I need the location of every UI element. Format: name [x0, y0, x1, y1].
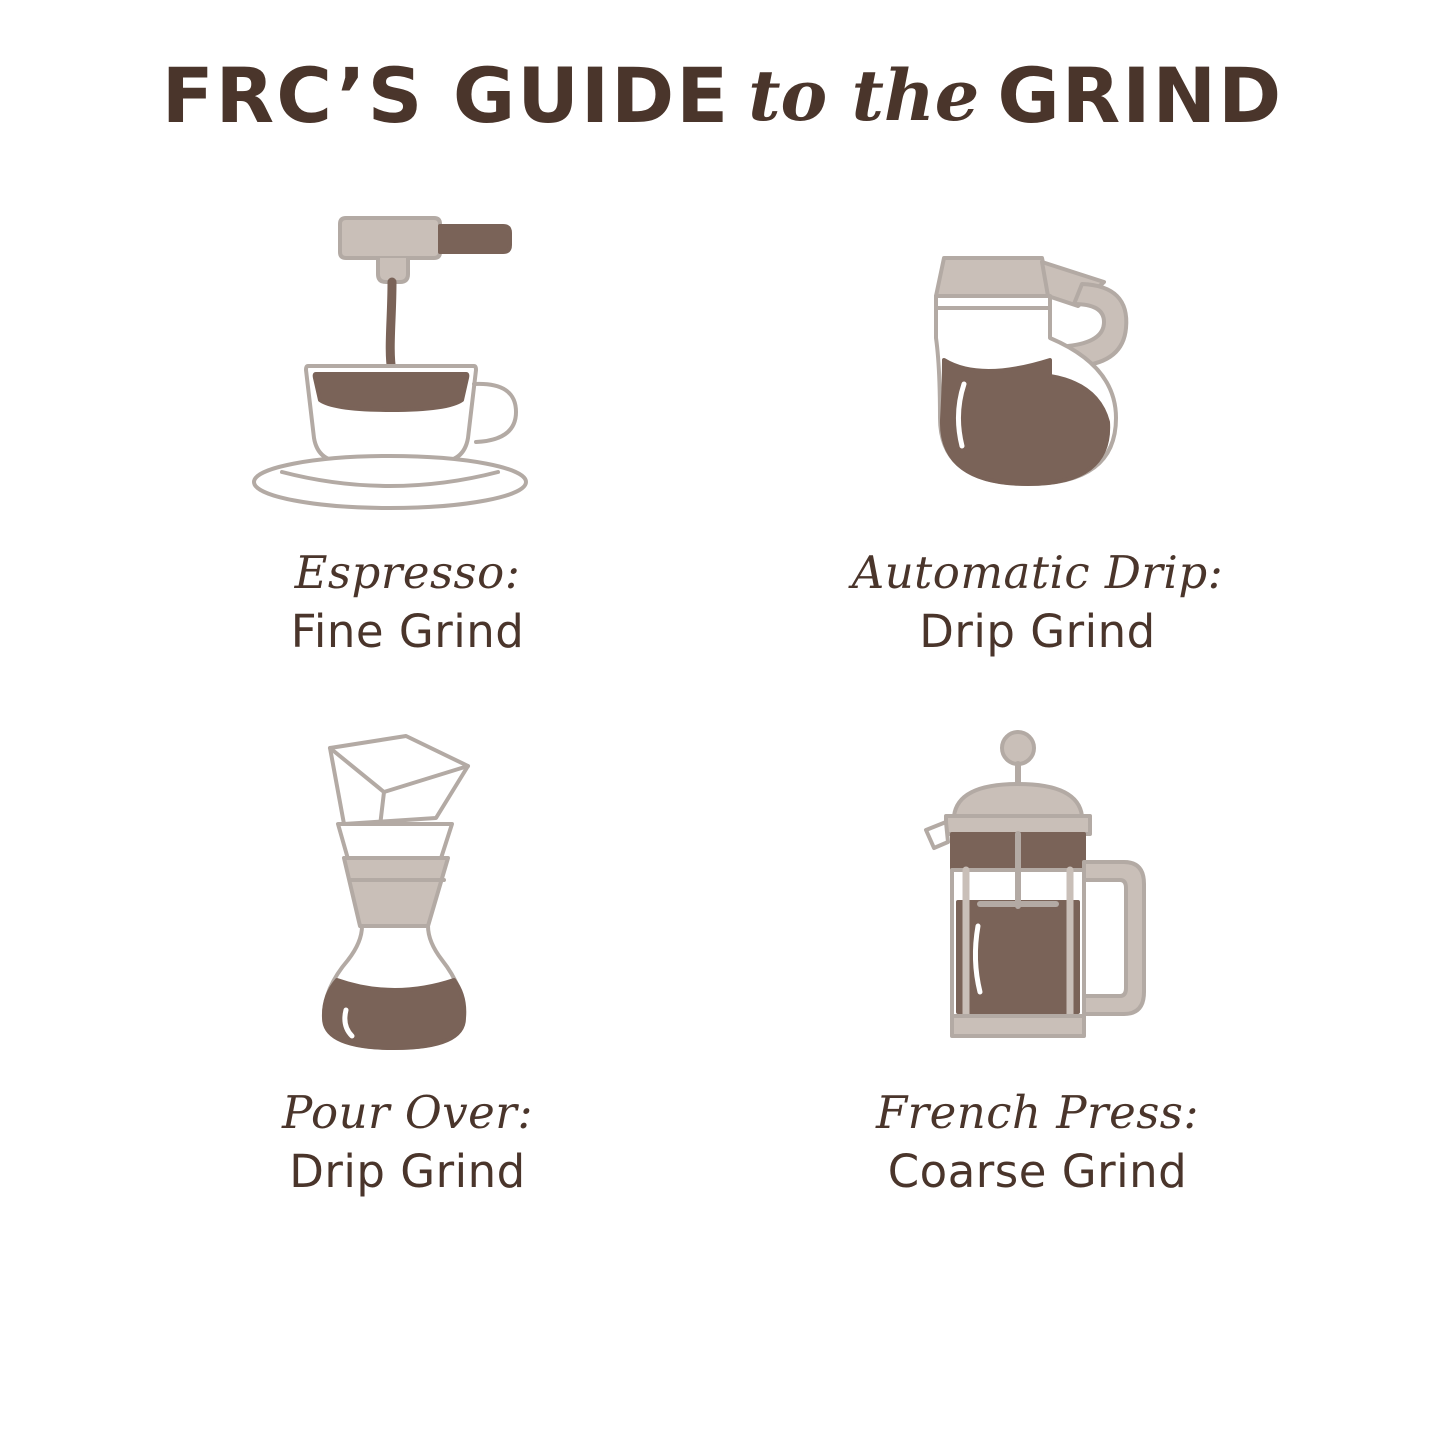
page-title-part-3: GRIND — [997, 51, 1284, 140]
grind-guide-grid — [103, 190, 1343, 1270]
item-name: French Press: — [875, 1086, 1200, 1139]
page-title-part-2: to the — [748, 54, 980, 137]
espresso-machine-icon — [238, 190, 578, 520]
item-grind: Drip Grind — [289, 1145, 526, 1199]
french-press-icon — [868, 730, 1208, 1060]
automatic-drip-carafe-icon — [868, 190, 1208, 520]
caption-french-press — [876, 1086, 1199, 1198]
item-name: Pour Over: — [282, 1086, 533, 1139]
pour-over-chemex-icon — [238, 730, 578, 1060]
grid-cell-french-press — [733, 730, 1343, 1270]
item-grind: Fine Grind — [290, 605, 525, 659]
item-name: Espresso: — [294, 546, 521, 599]
caption-espresso — [291, 546, 525, 658]
caption-pour-over — [282, 1086, 533, 1198]
item-grind: Coarse Grind — [887, 1145, 1188, 1199]
page-title — [162, 48, 1283, 144]
page-title-part-1: FRC’S GUIDE — [161, 51, 731, 140]
grid-cell-pour-over — [103, 730, 713, 1270]
item-name: Automatic Drip: — [851, 546, 1224, 599]
grid-cell-automatic-drip — [733, 190, 1343, 730]
grid-cell-espresso — [103, 190, 713, 730]
item-grind: Drip Grind — [919, 605, 1156, 659]
caption-automatic-drip — [852, 546, 1224, 658]
